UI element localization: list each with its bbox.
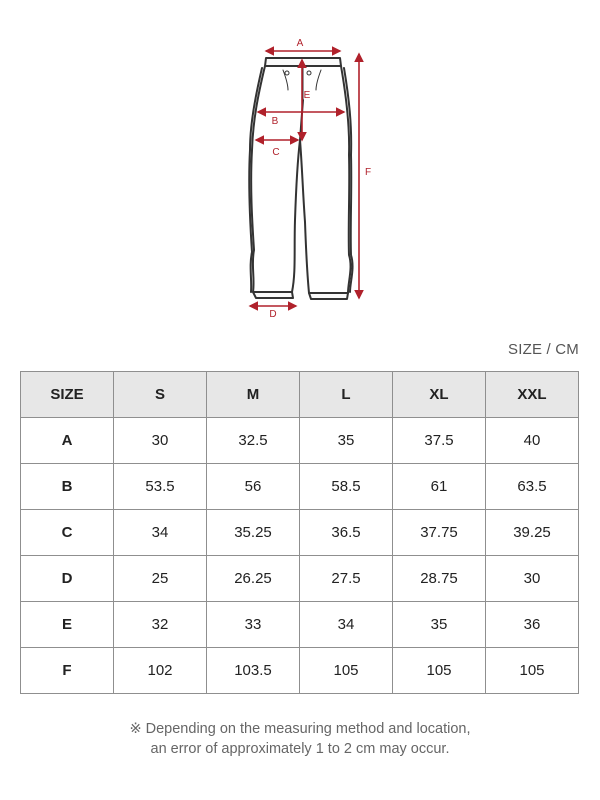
- table-cell: 103.5: [207, 648, 300, 694]
- table-cell: 53.5: [114, 464, 207, 510]
- measure-b-label: B: [271, 116, 279, 127]
- table-row: [21, 464, 579, 510]
- table-row: [21, 556, 579, 602]
- measurement-note-line1: ※ Depending on the measuring method and location,: [129, 721, 471, 737]
- table-cell: 63.5: [486, 464, 579, 510]
- measure-c-label: C: [272, 147, 280, 158]
- table-cell: 36: [486, 602, 579, 648]
- table-cell: 37.75: [393, 510, 486, 556]
- table-cell: 35: [393, 602, 486, 648]
- table-cell: 30: [486, 556, 579, 602]
- table-cell: 35: [300, 418, 393, 464]
- table-cell: 58.5: [300, 464, 393, 510]
- pants-measurement-diagram: [0, 0, 600, 330]
- unit-label: SIZE / CM: [508, 341, 579, 358]
- header-l: L: [300, 372, 393, 418]
- table-cell: 33: [207, 602, 300, 648]
- table-cell: 32.5: [207, 418, 300, 464]
- table-cell: 56: [207, 464, 300, 510]
- table-cell: 37.5: [393, 418, 486, 464]
- table-cell: 35.25: [207, 510, 300, 556]
- header-xxl: XXL: [486, 372, 579, 418]
- measure-e-label: E: [303, 90, 311, 101]
- table-cell: 40: [486, 418, 579, 464]
- table-cell: 102: [114, 648, 207, 694]
- pants-illustration: [249, 58, 352, 299]
- row-label: E: [21, 602, 114, 648]
- table-cell: 105: [300, 648, 393, 694]
- row-label: A: [21, 418, 114, 464]
- table-cell: 27.5: [300, 556, 393, 602]
- measure-f-label: F: [364, 167, 372, 178]
- size-chart-table: [20, 371, 579, 694]
- table-row: [21, 418, 579, 464]
- table-row: [21, 510, 579, 556]
- table-cell: 61: [393, 464, 486, 510]
- table-cell: 26.25: [207, 556, 300, 602]
- table-cell: 32: [114, 602, 207, 648]
- row-label: F: [21, 648, 114, 694]
- measurement-note-line2: an error of approximately 1 to 2 cm may occur.: [150, 741, 450, 757]
- table-cell: 105: [393, 648, 486, 694]
- row-label: C: [21, 510, 114, 556]
- table-row: [21, 602, 579, 648]
- table-cell: 34: [300, 602, 393, 648]
- header-s: S: [114, 372, 207, 418]
- table-header-row: [21, 372, 579, 418]
- measure-d-label: D: [269, 309, 277, 320]
- table-cell: 34: [114, 510, 207, 556]
- table-cell: 28.75: [393, 556, 486, 602]
- table-cell: 39.25: [486, 510, 579, 556]
- header-m: M: [207, 372, 300, 418]
- row-label: D: [21, 556, 114, 602]
- header-xl: XL: [393, 372, 486, 418]
- row-label: B: [21, 464, 114, 510]
- table-cell: 30: [114, 418, 207, 464]
- header-size: SIZE: [21, 372, 114, 418]
- table-cell: 36.5: [300, 510, 393, 556]
- table-cell: 25: [114, 556, 207, 602]
- table-row: [21, 648, 579, 694]
- table-cell: 105: [486, 648, 579, 694]
- measure-a-label: A: [296, 38, 304, 49]
